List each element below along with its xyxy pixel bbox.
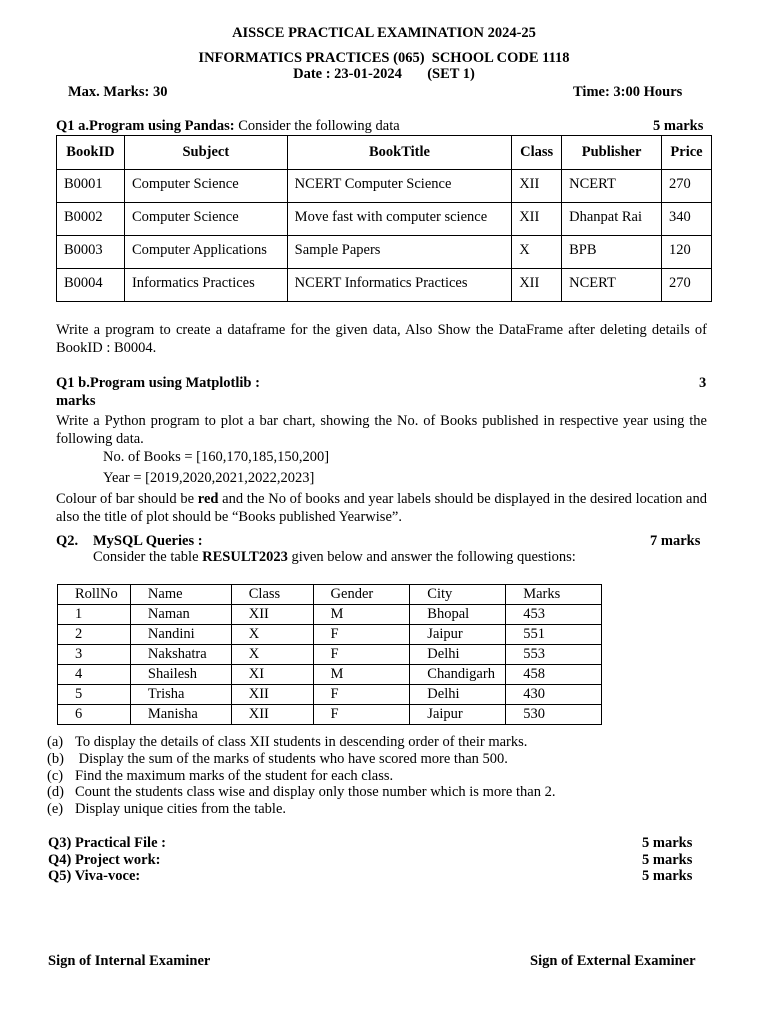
table-cell: XII	[512, 170, 562, 203]
table-cell: M	[313, 605, 410, 625]
q2-label: Q2.	[56, 533, 79, 549]
table-cell: Bhopal	[410, 605, 506, 625]
table-cell: X	[231, 625, 313, 645]
table-cell: F	[313, 705, 410, 725]
table-row	[58, 685, 602, 705]
table-cell: B0003	[57, 236, 125, 269]
date-line: Date : 23-01-2024 (SET 1)	[293, 66, 475, 82]
table-cell: 453	[506, 605, 602, 625]
table-cell: NCERT	[562, 170, 662, 203]
table-cell: F	[313, 645, 410, 665]
question-text: Count the students class wise and display only those number which is more than 2.	[75, 784, 556, 801]
table-cell: 530	[506, 705, 602, 725]
max-marks: Max. Marks: 30	[68, 84, 168, 100]
books-header-cell: Subject	[124, 136, 287, 170]
q2-question-list	[47, 734, 555, 818]
result-header-cell: Gender	[313, 585, 410, 605]
time-allowed: Time: 3:00 Hours	[573, 84, 683, 100]
table-cell: 6	[58, 705, 131, 725]
table-cell: M	[313, 665, 410, 685]
books-header-cell: Price	[662, 136, 712, 170]
table-cell: Naman	[130, 605, 231, 625]
q4-label: Q4) Project work:	[48, 852, 161, 868]
table-cell: 3	[58, 645, 131, 665]
table-cell: XII	[512, 269, 562, 302]
table-cell: 553	[506, 645, 602, 665]
result-header-row	[58, 585, 602, 605]
exam-title: AISSCE PRACTICAL EXAMINATION 2024-25	[232, 25, 536, 41]
q5-label: Q5) Viva-voce:	[48, 868, 141, 884]
question-text: To display the details of class XII students in descending order of their marks.	[75, 734, 528, 750]
table-cell: X	[512, 236, 562, 269]
books-header-cell: BookID	[57, 136, 125, 170]
table-row	[57, 203, 712, 236]
q1b-books-data: No. of Books = [160,170,185,150,200]	[103, 449, 330, 465]
q1b-instruction: Write a Python program to plot a bar chart, showing the No. of Books published in respective year using the following data.	[56, 413, 707, 447]
table-cell: BPB	[562, 236, 662, 269]
question-text: Display unique cities from the table.	[75, 801, 287, 818]
table-cell: 340	[662, 203, 712, 236]
list-item	[47, 751, 555, 768]
table-cell: Delhi	[410, 685, 506, 705]
books-header-cell: Publisher	[562, 136, 662, 170]
books-header-row	[57, 136, 712, 170]
table-row	[57, 236, 712, 269]
table-row	[58, 645, 602, 665]
table-cell: F	[313, 625, 410, 645]
q3-marks: 5 marks	[642, 835, 693, 851]
table-cell: XII	[231, 685, 313, 705]
q2-title: MySQL Queries :	[93, 533, 203, 549]
table-cell: 5	[58, 685, 131, 705]
table-cell: Nandini	[130, 625, 231, 645]
q1b-note-bold: red	[197, 491, 219, 507]
question-label: (a)	[47, 734, 64, 750]
table-cell: F	[313, 685, 410, 705]
q2-intro-bold: RESULT2023	[202, 549, 288, 565]
question-label: (c)	[47, 767, 64, 784]
table-cell: Delhi	[410, 645, 506, 665]
table-cell: XI	[231, 665, 313, 685]
list-item	[47, 784, 555, 801]
q1a-marks: 5 marks	[653, 118, 704, 134]
table-row	[57, 170, 712, 203]
q1b-note-pre: Colour of bar should be	[56, 491, 198, 507]
q1b-note-post: and the No of books and year labels should be displayed in the desired location and also the title of plot should be “Books published Yearwise”.	[56, 491, 711, 525]
table-row	[58, 625, 602, 645]
table-row	[58, 605, 602, 625]
table-cell: Dhanpat Rai	[562, 203, 662, 236]
q1b-note	[56, 490, 711, 526]
q1a-label: Q1 a.Program using Pandas:	[56, 118, 235, 134]
table-cell: Computer Science	[124, 203, 287, 236]
table-row	[57, 269, 712, 302]
internal-examiner-sign: Sign of Internal Examiner	[48, 953, 211, 969]
table-cell: Nakshatra	[130, 645, 231, 665]
list-item	[47, 768, 555, 785]
question-label: (d)	[47, 784, 64, 801]
table-cell: Trisha	[130, 685, 231, 705]
table-cell: B0001	[57, 170, 125, 203]
q3-label: Q3) Practical File :	[48, 835, 166, 851]
table-cell: 1	[58, 605, 131, 625]
table-cell: 430	[506, 685, 602, 705]
q2-marks: 7 marks	[650, 533, 701, 549]
result-header-cell: Class	[231, 585, 313, 605]
table-cell: Computer Applications	[124, 236, 287, 269]
q1b-years-data: Year = [2019,2020,2021,2022,2023]	[103, 470, 315, 486]
table-cell: Shailesh	[130, 665, 231, 685]
q5-marks: 5 marks	[642, 868, 693, 884]
table-cell: Chandigarh	[410, 665, 506, 685]
table-cell: B0002	[57, 203, 125, 236]
table-cell: 270	[662, 269, 712, 302]
q1b-marks-word: marks	[56, 393, 96, 409]
result-header-cell: RollNo	[58, 585, 131, 605]
result-header-cell: Marks	[506, 585, 602, 605]
subject-line: INFORMATICS PRACTICES (065) SCHOOL CODE 1118	[198, 50, 570, 66]
books-header-cell: BookTitle	[287, 136, 512, 170]
table-cell: XII	[231, 605, 313, 625]
table-cell: Manisha	[130, 705, 231, 725]
table-cell: Informatics Practices	[124, 269, 287, 302]
question-text: Display the sum of the marks of students who have scored more than 500.	[75, 750, 508, 767]
table-cell: Computer Science	[124, 170, 287, 203]
question-text: Find the maximum marks of the student for each class.	[75, 767, 394, 784]
table-cell: X	[231, 645, 313, 665]
table-cell: 270	[662, 170, 712, 203]
result-header-cell: Name	[130, 585, 231, 605]
table-cell: NCERT Computer Science	[287, 170, 512, 203]
table-cell: XII	[231, 705, 313, 725]
table-row	[58, 665, 602, 685]
external-examiner-sign: Sign of External Examiner	[530, 953, 696, 969]
table-cell: 120	[662, 236, 712, 269]
question-label: (b)	[47, 750, 64, 767]
q1b-marks-num: 3	[699, 375, 707, 391]
q2-intro-post: given below and answer the following questions:	[287, 549, 576, 565]
table-cell: NCERT	[562, 269, 662, 302]
table-cell: 551	[506, 625, 602, 645]
books-header-cell: Class	[512, 136, 562, 170]
books-table	[56, 135, 712, 302]
result-table	[57, 584, 602, 725]
table-cell: B0004	[57, 269, 125, 302]
table-row	[58, 705, 602, 725]
table-cell: XII	[512, 203, 562, 236]
table-cell: Sample Papers	[287, 236, 512, 269]
table-cell: 4	[58, 665, 131, 685]
q1a-text: Consider the following data	[234, 118, 400, 134]
q4-marks: 5 marks	[642, 852, 693, 868]
list-item	[47, 734, 555, 751]
table-cell: Jaipur	[410, 625, 506, 645]
q1a-instruction: Write a program to create a dataframe for the given data, Also Show the DataFrame after deleting details of BookID : B0004.	[56, 322, 707, 356]
list-item	[47, 801, 555, 818]
table-cell: Move fast with computer science	[287, 203, 512, 236]
q1b-label: Q1 b.Program using Matplotlib :	[56, 375, 260, 391]
table-cell: 2	[58, 625, 131, 645]
q1a-heading	[56, 118, 400, 135]
table-cell: Jaipur	[410, 705, 506, 725]
question-label: (e)	[47, 801, 64, 818]
table-cell: NCERT Informatics Practices	[287, 269, 512, 302]
q2-intro-pre: Consider the table	[93, 549, 203, 565]
q2-intro	[93, 549, 576, 566]
result-header-cell: City	[410, 585, 506, 605]
table-cell: 458	[506, 665, 602, 685]
